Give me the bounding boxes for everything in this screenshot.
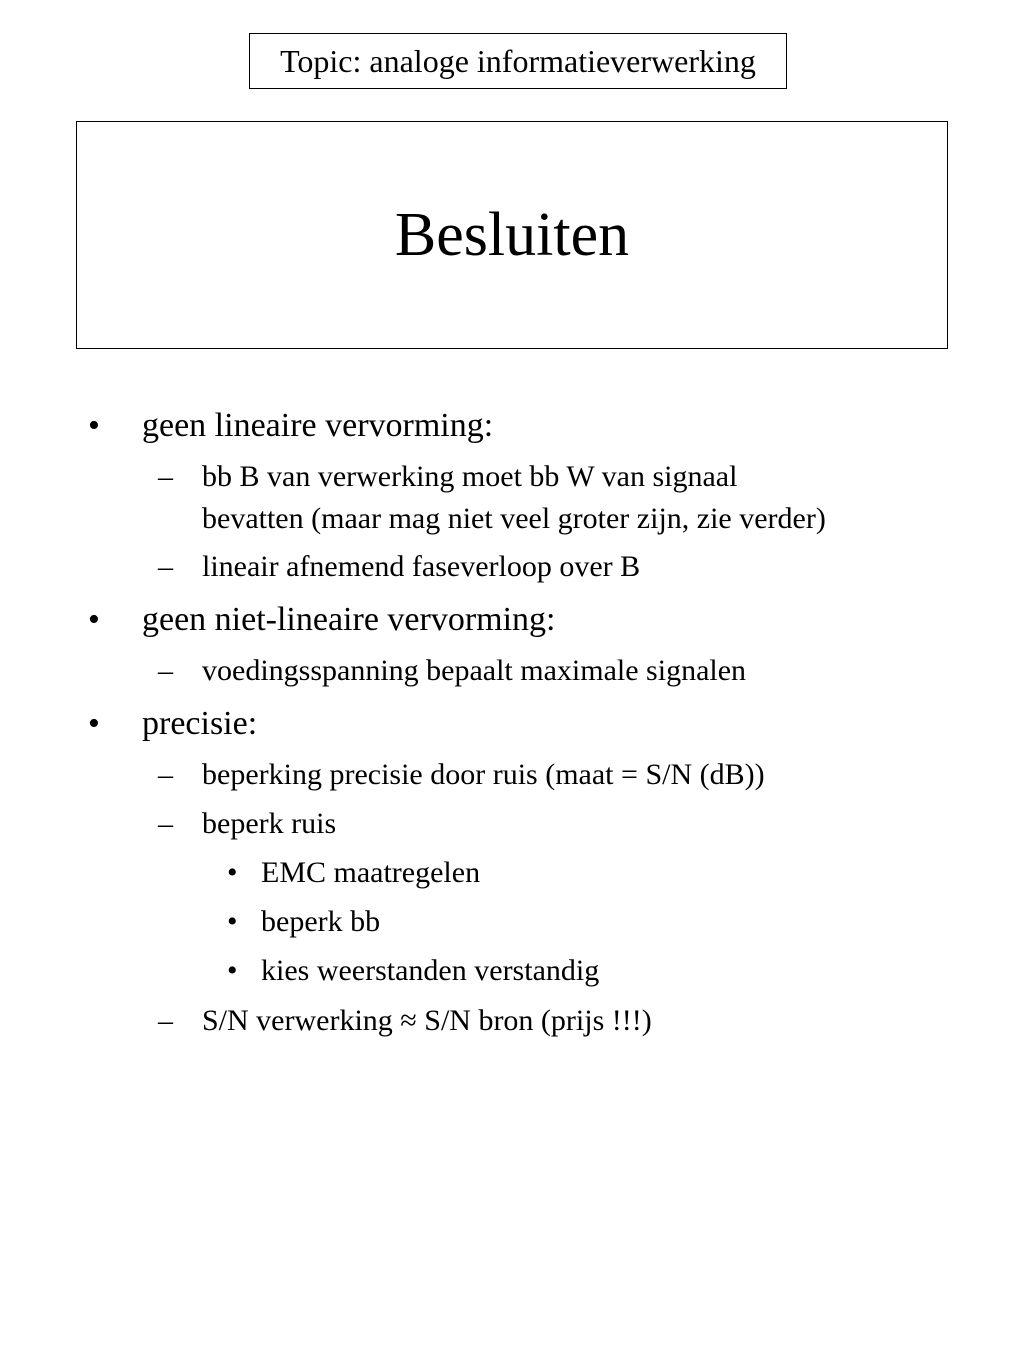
- dash-marker: –: [158, 460, 173, 493]
- dash-marker: –: [158, 654, 173, 687]
- topic-label: Topic: analoge informatieverwerking: [280, 43, 756, 79]
- slide-title: Besluiten: [394, 201, 630, 269]
- sub-text: lineair afnemend faseverloop over B: [202, 550, 641, 583]
- sub-text: S/N verwerking ≈ S/N bron (prijs !!!): [202, 1004, 652, 1037]
- dash-marker: –: [158, 550, 173, 583]
- bullet-marker: •: [227, 954, 238, 987]
- sub-sub-text: EMC maatregelen: [261, 856, 481, 889]
- bullet-text: geen niet-lineaire vervorming:: [142, 601, 556, 638]
- bullet-text: geen lineaire vervorming:: [142, 407, 494, 444]
- bullet-marker: •: [227, 856, 238, 889]
- title-box: [76, 121, 948, 349]
- bullet-marker: •: [88, 705, 100, 742]
- bullet-marker: •: [88, 407, 100, 444]
- bullet-text: precisie:: [142, 705, 258, 742]
- dash-marker: –: [158, 758, 173, 791]
- sub-text: bb B van verwerking moet bb W van signaal: [202, 460, 738, 493]
- sub-sub-text: beperk bb: [261, 905, 381, 938]
- dash-marker: –: [158, 1004, 173, 1037]
- sub-sub-text: kies weerstanden verstandig: [261, 954, 600, 987]
- sub-text: beperking precisie door ruis (maat = S/N (dB)): [202, 758, 765, 791]
- sub-text: bevatten (maar mag niet veel groter zijn, zie verder): [202, 502, 826, 535]
- bullet-marker: •: [227, 905, 238, 938]
- sub-text: voedingsspanning bepaalt maximale signalen: [202, 654, 747, 687]
- sub-text: beperk ruis: [202, 807, 337, 840]
- bullet-marker: •: [88, 601, 100, 638]
- dash-marker: –: [158, 807, 173, 840]
- topic-box: [249, 33, 787, 89]
